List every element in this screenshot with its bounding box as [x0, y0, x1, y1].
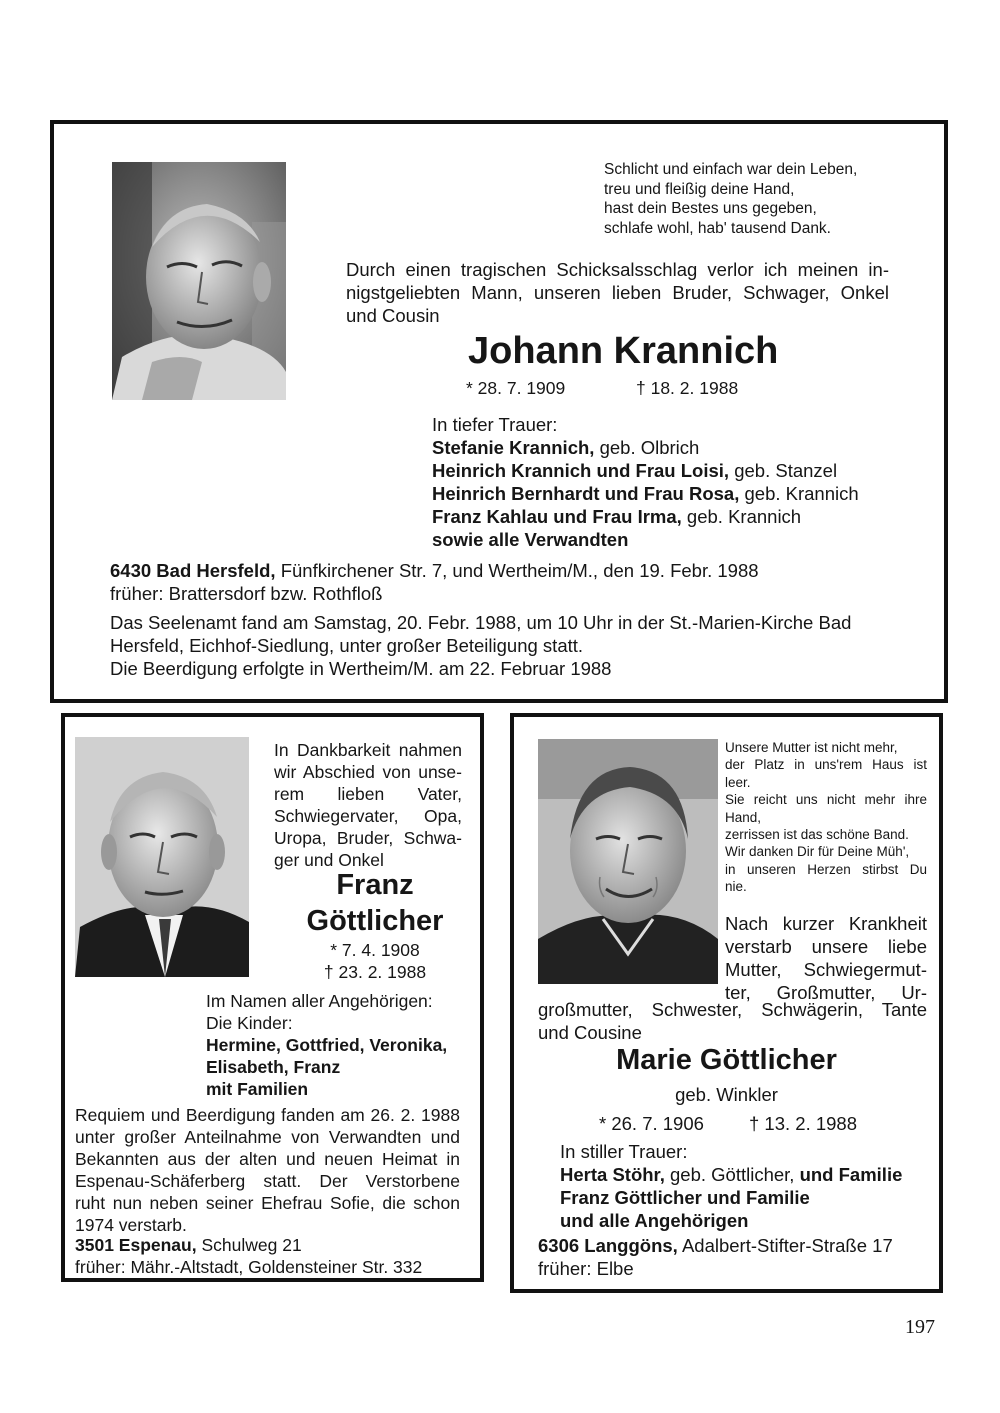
- page-number: 197: [905, 1316, 935, 1338]
- poem-line: der Platz in uns'rem Haus ist: [725, 757, 927, 773]
- poem: [604, 160, 857, 238]
- intro-line: und Cousine: [538, 1022, 642, 1043]
- intro-line: nigstgeliebten Mann, unseren lieben Bruder, Schwager, Onkel: [346, 282, 889, 303]
- mourners-block: [560, 1140, 902, 1232]
- intro-text: [274, 739, 462, 871]
- intro-line: und Cousin: [346, 305, 440, 326]
- poem-line: Sie reicht uns nicht mehr ihre: [725, 792, 927, 808]
- intro-text-wide: [538, 998, 927, 1044]
- formerly-line: früher: Mähr.-Altstadt, Goldensteiner Str. 332: [75, 1257, 423, 1277]
- requiem-line: ruht nun neben seiner Ehefrau Sofie, die schon: [75, 1193, 460, 1213]
- service-info: [110, 611, 851, 680]
- mourner-line: Heinrich Bernhardt und Frau Rosa, geb. Krannich: [432, 483, 859, 504]
- mourner-line: Heinrich Krannich und Frau Loisi, geb. Stanzel: [432, 460, 838, 481]
- intro-line: verstarb unsere liebe: [725, 936, 927, 957]
- formerly-line: früher: Brattersdorf bzw. Rothfloß: [110, 583, 383, 604]
- birth-date: * 7. 4. 1908: [330, 940, 420, 960]
- portrait-photo-johann-krannich: [112, 162, 286, 400]
- address-block: [75, 1234, 422, 1278]
- deceased-name: Franz Göttlicher: [306, 869, 444, 937]
- intro-line: In Dankbarkeit nahmen: [274, 740, 462, 760]
- children-label: Die Kinder:: [206, 1013, 293, 1033]
- mourner-line: Herta Stöhr, geb. Göttlicher, und Familie: [560, 1164, 903, 1185]
- intro-line: ger und Onkel: [274, 850, 384, 870]
- address-line: 3501 Espenau, Schulweg 21: [75, 1235, 302, 1255]
- requiem-text: [75, 1104, 460, 1236]
- death-date: † 13. 2. 1988: [749, 1113, 858, 1134]
- intro-line: wir Abschied von unse-: [274, 762, 462, 782]
- birth-date: * 26. 7. 1906: [599, 1113, 704, 1134]
- death-date: † 18. 2. 1988: [636, 378, 739, 398]
- mourner-line: Stefanie Krannich, geb. Olbrich: [432, 437, 700, 458]
- intro-text: [346, 258, 889, 327]
- poem: [725, 739, 927, 896]
- address-line: 6306 Langgöns, Adalbert-Stifter-Straße 17: [538, 1235, 893, 1256]
- death-date: † 23. 2. 1988: [323, 962, 427, 982]
- requiem-line: Bekannten aus der alten und neuen Heimat in: [75, 1149, 460, 1169]
- mourner-line: und alle Angehörigen: [560, 1210, 749, 1231]
- poem-line: zerrissen ist das schöne Band.: [725, 827, 909, 843]
- poem-line: in unseren Herzen stirbst Du: [725, 861, 927, 877]
- obituary-johann-krannich: [50, 120, 948, 703]
- requiem-line: 1974 verstarb.: [75, 1215, 187, 1235]
- requiem-line: Espenau-Schäferberg statt. Der Verstorbene: [75, 1171, 460, 1191]
- poem-line: treu und fleißig deine Hand,: [604, 180, 795, 198]
- obituary-franz-goettlicher: [61, 713, 484, 1282]
- poem-line: Schlicht und einfach war dein Leben,: [604, 161, 858, 178]
- mourner-line: sowie alle Verwandten: [432, 529, 629, 550]
- mourner-line: Franz Göttlicher und Familie: [560, 1187, 810, 1208]
- intro-line: Uropa, Bruder, Schwa-: [274, 828, 462, 848]
- address-line: 6430 Bad Hersfeld, Fünfkirchener Str. 7, und Wertheim/M., den 19. Febr. 1988: [110, 560, 759, 581]
- intro-line: Nach kurzer Krankheit: [725, 913, 927, 934]
- poem-line: hast dein Bestes uns gegeben,: [604, 200, 817, 217]
- poem-line: nie.: [725, 879, 747, 895]
- requiem-line: unter großer Anteilnahme von Verwandten und: [75, 1127, 460, 1147]
- service-line: Die Beerdigung erfolgte in Wertheim/M. am 22. Februar 1988: [110, 658, 612, 679]
- poem-line: Unsere Mutter ist nicht mehr,: [725, 740, 898, 755]
- family-block: [206, 990, 447, 1100]
- formerly-line: früher: Elbe: [538, 1258, 634, 1279]
- poem-line: leer.: [725, 774, 751, 790]
- address-block: [538, 1234, 893, 1280]
- poem-line: Hand,: [725, 809, 762, 825]
- poem-line: Wir danken Dir für Deine Müh',: [725, 844, 910, 860]
- service-line: Das Seelenamt fand am Samstag, 20. Febr. 1988, um 10 Uhr in der St.-Marien-Kirche Bad: [110, 612, 852, 633]
- intro-line: großmutter, Schwester, Schwägerin, Tante: [538, 999, 927, 1020]
- intro-line: Mutter, Schwiegermut-: [725, 959, 927, 980]
- deceased-name: Marie Göttlicher: [616, 1044, 837, 1076]
- deceased-name: Johann Krannich: [468, 330, 779, 372]
- maiden-name: geb. Winkler: [675, 1084, 778, 1105]
- life-dates: [265, 939, 485, 983]
- mourners-block: [432, 413, 859, 551]
- children-line: Elisabeth, Franz: [206, 1057, 341, 1077]
- intro-text: [725, 912, 927, 1004]
- portrait-photo-franz-goettlicher: [75, 737, 249, 977]
- intro-line: ter, Großmutter, Ur-: [725, 982, 927, 1003]
- children-line: Hermine, Gottfried, Veronika,: [206, 1035, 448, 1055]
- intro-line: rem lieben Vater,: [274, 784, 462, 804]
- children-line: mit Familien: [206, 1079, 309, 1099]
- birth-date: * 28. 7. 1909: [466, 378, 566, 398]
- portrait-photo-marie-goettlicher: [538, 739, 718, 984]
- mourning-label: In stiller Trauer:: [560, 1141, 688, 1162]
- mourning-label: In tiefer Trauer:: [432, 414, 558, 435]
- intro-line: Schwiegervater, Opa,: [274, 806, 462, 826]
- family-label: Im Namen aller Angehörigen:: [206, 991, 433, 1011]
- poem-line: schlafe wohl, hab' tausend Dank.: [604, 219, 831, 237]
- service-line: Hersfeld, Eichhof-Siedlung, unter großer Beteiligung statt.: [110, 635, 584, 656]
- requiem-line: Requiem und Beerdigung fanden am 26. 2. 1988: [75, 1105, 460, 1125]
- obituary-marie-goettlicher: [510, 713, 943, 1293]
- mourner-line: Franz Kahlau und Frau Irma, geb. Krannich: [432, 506, 802, 527]
- address-block: [110, 559, 759, 605]
- intro-line: Durch einen tragischen Schicksalsschlag verlor ich meinen in-: [346, 259, 889, 280]
